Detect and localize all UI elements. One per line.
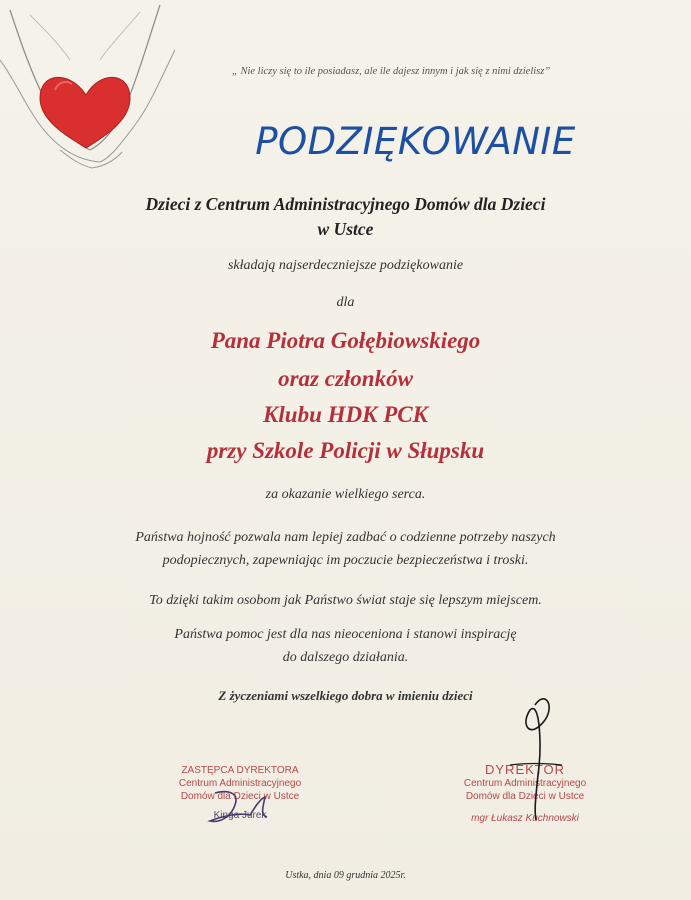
organization-line-1: Dzieci z Centrum Administracyjnego Domów dla Dzieci <box>145 194 546 214</box>
reason-text: za okazanie wielkiego serca. <box>265 487 426 502</box>
recipient-line-1: Pana Piotra Gołębiowskiego <box>210 328 481 353</box>
paragraph-2: To dzięki takim osobom jak Państwo świat staje się lepszym miejscem. <box>149 593 542 608</box>
organization-name <box>40 192 651 242</box>
deputy-director-role: ZASTĘPCA DYREKTORA <box>181 765 299 776</box>
recipient-line-3: Klubu HDK PCK <box>263 402 428 427</box>
paragraph-3 <box>40 623 651 669</box>
wishes-text: Z życzeniami wszelkiego dobra w imieniu dzieci <box>218 688 473 703</box>
expression-text: składają najserdeczniejsze podziękowanie <box>227 258 464 273</box>
quote-text: „ Nie liczy się to ile posiadasz, ale ile dajesz innym i jak się z nimi dzielisz” <box>232 66 551 77</box>
director-name: mgr Łukasz Kuchnowski <box>471 813 579 824</box>
paragraph-1-line-1: Państwa hojność pozwala nam lepiej zadbać o codzienne potrzeby naszych <box>135 530 556 545</box>
recipient-line-4: przy Szkole Policji w Słupsku <box>206 438 485 463</box>
recipient-line-2: oraz członków <box>278 366 413 391</box>
paragraph-3-line-1: Państwa pomoc jest dla nas nieoceniona i stanowi inspirację <box>174 627 517 642</box>
organization-line-2: w Ustce <box>317 219 374 239</box>
paragraph-3-line-2: do dalszego działania. <box>282 650 409 665</box>
deputy-director-stamp <box>140 764 340 822</box>
director-org-1: Centrum Administracyjnego <box>463 778 587 789</box>
deputy-director-name: Kinga Jurek <box>213 810 267 821</box>
director-org-2: Domów dla Dzieci w Ustce <box>465 791 585 802</box>
page-title: PODZIĘKOWANIE <box>255 120 576 163</box>
deputy-director-org-2: Domów dla Dzieci w Ustce <box>180 791 300 802</box>
director-role: DYREKTOR <box>485 762 565 777</box>
director-stamp <box>425 762 625 824</box>
deputy-director-org-1: Centrum Administracyjnego <box>178 778 302 789</box>
for-text: dla <box>336 295 355 310</box>
paragraph-1-line-2: podopiecznych, zapewniając im poczucie bezpieczeństwa i troski. <box>162 553 529 568</box>
issue-date: Ustka, dnia 09 grudnia 2025r. <box>285 870 406 881</box>
paragraph-1 <box>40 526 651 572</box>
